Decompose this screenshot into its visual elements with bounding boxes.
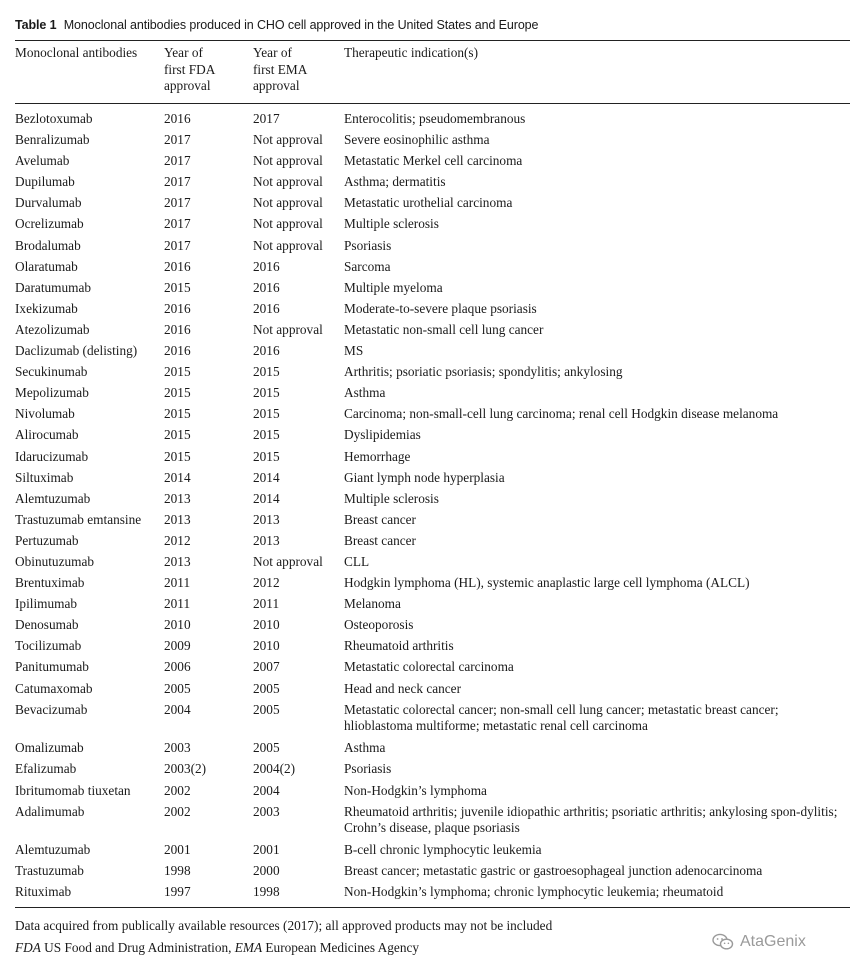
- cell-indication: Carcinoma; non-small-cell lung carcinoma; renal cell Hodgkin disease melanoma: [344, 406, 779, 422]
- cell-fda-year: 2012: [164, 532, 191, 548]
- cell-fda-year: 2013: [164, 553, 191, 569]
- table-row: [15, 761, 850, 782]
- cell-antibody: Durvalumab: [15, 195, 82, 211]
- cell-ema-year: Not approval: [253, 132, 323, 148]
- cell-fda-year: 2017: [164, 132, 191, 148]
- table-row: [15, 783, 850, 804]
- cell-antibody: Trastuzumab emtansine: [15, 511, 142, 527]
- cell-antibody: Ipilimumab: [15, 596, 78, 612]
- cell-indication: Non-Hodgkin’s lymphoma; chronic lymphocytic leukemia; rheumatoid: [344, 884, 724, 900]
- table-title: Monoclonal antibodies produced in CHO cell approved in the United States and Europe: [63, 18, 539, 32]
- cell-ema-year: Not approval: [253, 216, 323, 232]
- cell-ema-year: 2005: [253, 740, 280, 756]
- table-row: [15, 449, 850, 470]
- cell-antibody: Alemtuzumab: [15, 490, 91, 506]
- cell-fda-year: 2017: [164, 216, 191, 232]
- cell-indication: Multiple sclerosis: [344, 490, 439, 506]
- cell-indication: Psoriasis: [344, 237, 392, 253]
- cell-indication: Melanoma: [344, 596, 401, 612]
- cell-antibody: Tocilizumab: [15, 638, 82, 654]
- table-row: [15, 512, 850, 533]
- cell-antibody: Idarucizumab: [15, 448, 89, 464]
- table-row: [15, 153, 850, 174]
- table-row: [15, 364, 850, 385]
- cell-ema-year: 2005: [253, 701, 280, 717]
- table-caption: [15, 17, 538, 33]
- cell-fda-year: 2001: [164, 842, 191, 858]
- table-row: [15, 174, 850, 195]
- cell-ema-year: 2015: [253, 406, 280, 422]
- cell-fda-year: 2015: [164, 427, 191, 443]
- cell-ema-year: Not approval: [253, 195, 323, 211]
- cell-indication: Metastatic urothelial carcinoma: [344, 195, 513, 211]
- cell-fda-year: 2015: [164, 364, 191, 380]
- footnote-abbreviations: [15, 940, 419, 956]
- cell-fda-year: 2016: [164, 321, 191, 337]
- cell-fda-year: 2015: [164, 385, 191, 401]
- cell-antibody: Bezlotoxumab: [15, 111, 93, 126]
- cell-fda-year: 2010: [164, 617, 191, 633]
- cell-fda-year: 2017: [164, 195, 191, 211]
- watermark: [712, 933, 806, 951]
- cell-ema-year: 2000: [253, 863, 280, 879]
- cell-fda-year: 2016: [164, 111, 191, 126]
- cell-indication: Giant lymph node hyperplasia: [344, 469, 505, 485]
- table-row: [15, 427, 850, 448]
- watermark-text: AtaGenix: [740, 933, 806, 950]
- cell-antibody: Mepolizumab: [15, 385, 89, 401]
- abbr-ema: EMA: [234, 940, 263, 955]
- cell-ema-year: 2015: [253, 427, 280, 443]
- cell-indication: Rheumatoid arthritis: [344, 638, 454, 654]
- cell-ema-year: 2014: [253, 469, 280, 485]
- cell-fda-year: 2017: [164, 237, 191, 253]
- cell-fda-year: 2015: [164, 448, 191, 464]
- cell-antibody: Daclizumab (delisting): [15, 343, 138, 359]
- cell-antibody: Olaratumab: [15, 258, 78, 274]
- cell-indication: Metastatic Merkel cell carcinoma: [344, 153, 523, 169]
- cell-indication: Sarcoma: [344, 258, 391, 274]
- cell-antibody: Brodalumab: [15, 237, 81, 253]
- cell-fda-year: 2017: [164, 174, 191, 190]
- cell-fda-year: 2005: [164, 680, 191, 696]
- cell-fda-year: 2014: [164, 469, 191, 485]
- cell-antibody: Ocrelizumab: [15, 216, 84, 232]
- header-indication: Therapeutic indication(s): [344, 45, 479, 60]
- cell-antibody: Adalimumab: [15, 803, 85, 819]
- cell-fda-year: 2017: [164, 153, 191, 169]
- cell-ema-year: 2015: [253, 364, 280, 380]
- cell-antibody: Panitumumab: [15, 659, 89, 675]
- table-label: Table 1: [15, 18, 57, 32]
- cell-antibody: Obinutuzumab: [15, 553, 95, 569]
- cell-ema-year: Not approval: [253, 553, 323, 569]
- cell-ema-year: 2004(2): [253, 761, 296, 777]
- table-row: [15, 301, 850, 322]
- cell-indication: Dyslipidemias: [344, 427, 421, 443]
- cell-fda-year: 2013: [164, 511, 191, 527]
- table-row: [15, 470, 850, 491]
- cell-antibody: Alirocumab: [15, 427, 79, 443]
- cell-ema-year: 2004: [253, 782, 280, 798]
- table-row: [15, 491, 850, 512]
- cell-antibody: Ixekizumab: [15, 300, 78, 316]
- cell-ema-year: 2017: [253, 111, 280, 126]
- cell-ema-year: 2012: [253, 575, 280, 591]
- cell-fda-year: 2015: [164, 279, 191, 295]
- cell-indication: Rheumatoid arthritis; juvenile idiopathic arthritis; psoriatic arthritis; ankylosing spon-dylitis; Crohn’s disease, plaque psoriasis: [344, 803, 838, 836]
- cell-indication: Metastatic colorectal cancer; non-small cell lung cancer; metastatic breast cancer; hlioblastoma multiforme; metastatic renal cell carcinoma: [344, 701, 779, 734]
- header-antibody: Monoclonal antibodies: [15, 45, 138, 60]
- table-row: [15, 238, 850, 259]
- cell-antibody: Avelumab: [15, 153, 70, 169]
- table-row: [15, 884, 850, 905]
- cell-antibody: Brentuximab: [15, 575, 85, 591]
- table-header: [15, 45, 850, 95]
- cell-fda-year: 2004: [164, 701, 191, 717]
- cell-fda-year: 2003: [164, 740, 191, 756]
- table-row: [15, 638, 850, 659]
- cell-ema-year: 2014: [253, 490, 280, 506]
- cell-fda-year: 2011: [164, 596, 191, 612]
- cell-fda-year: 2013: [164, 490, 191, 506]
- cell-ema-year: 2013: [253, 511, 280, 527]
- table-row: [15, 863, 850, 884]
- cell-antibody: Siltuximab: [15, 469, 74, 485]
- cell-indication: Non-Hodgkin’s lymphoma: [344, 782, 487, 798]
- table-row: [15, 681, 850, 702]
- cell-fda-year: 2002: [164, 803, 191, 819]
- table-body: [15, 111, 850, 906]
- table-row: [15, 111, 850, 132]
- table-row: [15, 406, 850, 427]
- cell-ema-year: 2001: [253, 842, 280, 858]
- cell-ema-year: 2016: [253, 258, 280, 274]
- table-row: [15, 259, 850, 280]
- table-row: [15, 280, 850, 301]
- cell-ema-year: 2005: [253, 680, 280, 696]
- cell-antibody: Catumaxomab: [15, 680, 93, 696]
- cell-fda-year: 2003(2): [164, 761, 207, 777]
- cell-indication: Asthma: [344, 740, 386, 756]
- cell-indication: Metastatic colorectal carcinoma: [344, 659, 514, 675]
- table-row: [15, 804, 850, 843]
- cell-indication: Multiple sclerosis: [344, 216, 439, 232]
- cell-ema-year: 2016: [253, 300, 280, 316]
- cell-antibody: Omalizumab: [15, 740, 84, 756]
- cell-indication: Metastatic non-small cell lung cancer: [344, 321, 544, 337]
- cell-indication: Hodgkin lymphoma (HL), systemic anaplastic large cell lymphoma (ALCL): [344, 575, 750, 591]
- cell-ema-year: 2015: [253, 448, 280, 464]
- table-row: [15, 385, 850, 406]
- cell-fda-year: 2015: [164, 406, 191, 422]
- cell-fda-year: 2016: [164, 343, 191, 359]
- cell-antibody: Ibritumomab tiuxetan: [15, 782, 131, 798]
- cell-ema-year: Not approval: [253, 153, 323, 169]
- cell-indication: Asthma; dermatitis: [344, 174, 446, 190]
- table-row: [15, 322, 850, 343]
- abbr-fda: FDA: [15, 940, 41, 955]
- table-row: [15, 216, 850, 237]
- cell-antibody: Atezolizumab: [15, 321, 90, 337]
- cell-ema-year: 2007: [253, 659, 280, 675]
- footnote-source: Data acquired from publically available resources (2017); all approved products may not be included: [15, 918, 553, 933]
- cell-indication: CLL: [344, 553, 370, 569]
- table-row: [15, 596, 850, 617]
- cell-antibody: Dupilumab: [15, 174, 75, 190]
- table-row: [15, 195, 850, 216]
- cell-indication: Asthma: [344, 385, 386, 401]
- cell-indication: Breast cancer: [344, 511, 416, 527]
- cell-indication: Hemorrhage: [344, 448, 411, 464]
- cell-fda-year: 2006: [164, 659, 191, 675]
- cell-ema-year: 2010: [253, 638, 280, 654]
- table-row: [15, 554, 850, 575]
- cell-ema-year: 1998: [253, 884, 280, 900]
- table-row: [15, 740, 850, 761]
- cell-indication: Head and neck cancer: [344, 680, 462, 696]
- table-row: [15, 132, 850, 153]
- cell-antibody: Benralizumab: [15, 132, 90, 148]
- abbr-fda-text: US Food and Drug Administration,: [40, 940, 235, 955]
- cell-antibody: Nivolumab: [15, 406, 75, 422]
- cell-ema-year: 2010: [253, 617, 280, 633]
- header-ema-year: Year of first EMA approval: [253, 45, 308, 93]
- cell-indication: Breast cancer: [344, 532, 416, 548]
- cell-fda-year: 2002: [164, 782, 191, 798]
- top-rule: [15, 40, 850, 41]
- cell-antibody: Efalizumab: [15, 761, 77, 777]
- cell-fda-year: 1997: [164, 884, 191, 900]
- cell-antibody: Secukinumab: [15, 364, 88, 380]
- cell-fda-year: 2016: [164, 258, 191, 274]
- cell-fda-year: 1998: [164, 863, 191, 879]
- cell-indication: Severe eosinophilic asthma: [344, 132, 490, 148]
- cell-ema-year: Not approval: [253, 321, 323, 337]
- cell-fda-year: 2016: [164, 300, 191, 316]
- cell-indication: Breast cancer; metastatic gastric or gastroesophageal junction adenocarcinoma: [344, 863, 763, 879]
- table-row: [15, 575, 850, 596]
- cell-fda-year: 2009: [164, 638, 191, 654]
- cell-antibody: Alemtuzumab: [15, 842, 91, 858]
- cell-indication: Enterocolitis; pseudomembranous: [344, 111, 526, 126]
- cell-indication: Arthritis; psoriatic psoriasis; spondylitis; ankylosing: [344, 364, 623, 380]
- cell-fda-year: 2011: [164, 575, 191, 591]
- table-row: [15, 617, 850, 638]
- table-row: [15, 343, 850, 364]
- cell-ema-year: 2016: [253, 279, 280, 295]
- cell-ema-year: 2015: [253, 385, 280, 401]
- header-fda-year: Year of first FDA approval: [164, 45, 216, 93]
- cell-ema-year: 2003: [253, 803, 280, 819]
- cell-antibody: Pertuzumab: [15, 532, 79, 548]
- cell-ema-year: 2016: [253, 343, 280, 359]
- cell-indication: Moderate-to-severe plaque psoriasis: [344, 300, 537, 316]
- table-row: [15, 659, 850, 680]
- cell-ema-year: 2011: [253, 596, 280, 612]
- cell-ema-year: Not approval: [253, 174, 323, 190]
- abbr-ema-text: European Medicines Agency: [262, 940, 420, 955]
- bottom-rule: [15, 907, 850, 908]
- cell-antibody: Daratumumab: [15, 279, 92, 295]
- cell-indication: Psoriasis: [344, 761, 392, 777]
- cell-antibody: Trastuzumab: [15, 863, 84, 879]
- cell-indication: B-cell chronic lymphocytic leukemia: [344, 842, 542, 858]
- cell-indication: Multiple myeloma: [344, 279, 443, 295]
- cell-antibody: Denosumab: [15, 617, 79, 633]
- cell-indication: MS: [344, 343, 364, 359]
- cell-ema-year: Not approval: [253, 237, 323, 253]
- cell-indication: Osteoporosis: [344, 617, 414, 633]
- table-row: [15, 702, 850, 741]
- table-row: [15, 842, 850, 863]
- table-row: [15, 533, 850, 554]
- wechat-icon: [712, 933, 734, 951]
- cell-antibody: Bevacizumab: [15, 701, 88, 717]
- cell-antibody: Rituximab: [15, 884, 72, 900]
- header-rule: [15, 103, 850, 104]
- cell-ema-year: 2013: [253, 532, 280, 548]
